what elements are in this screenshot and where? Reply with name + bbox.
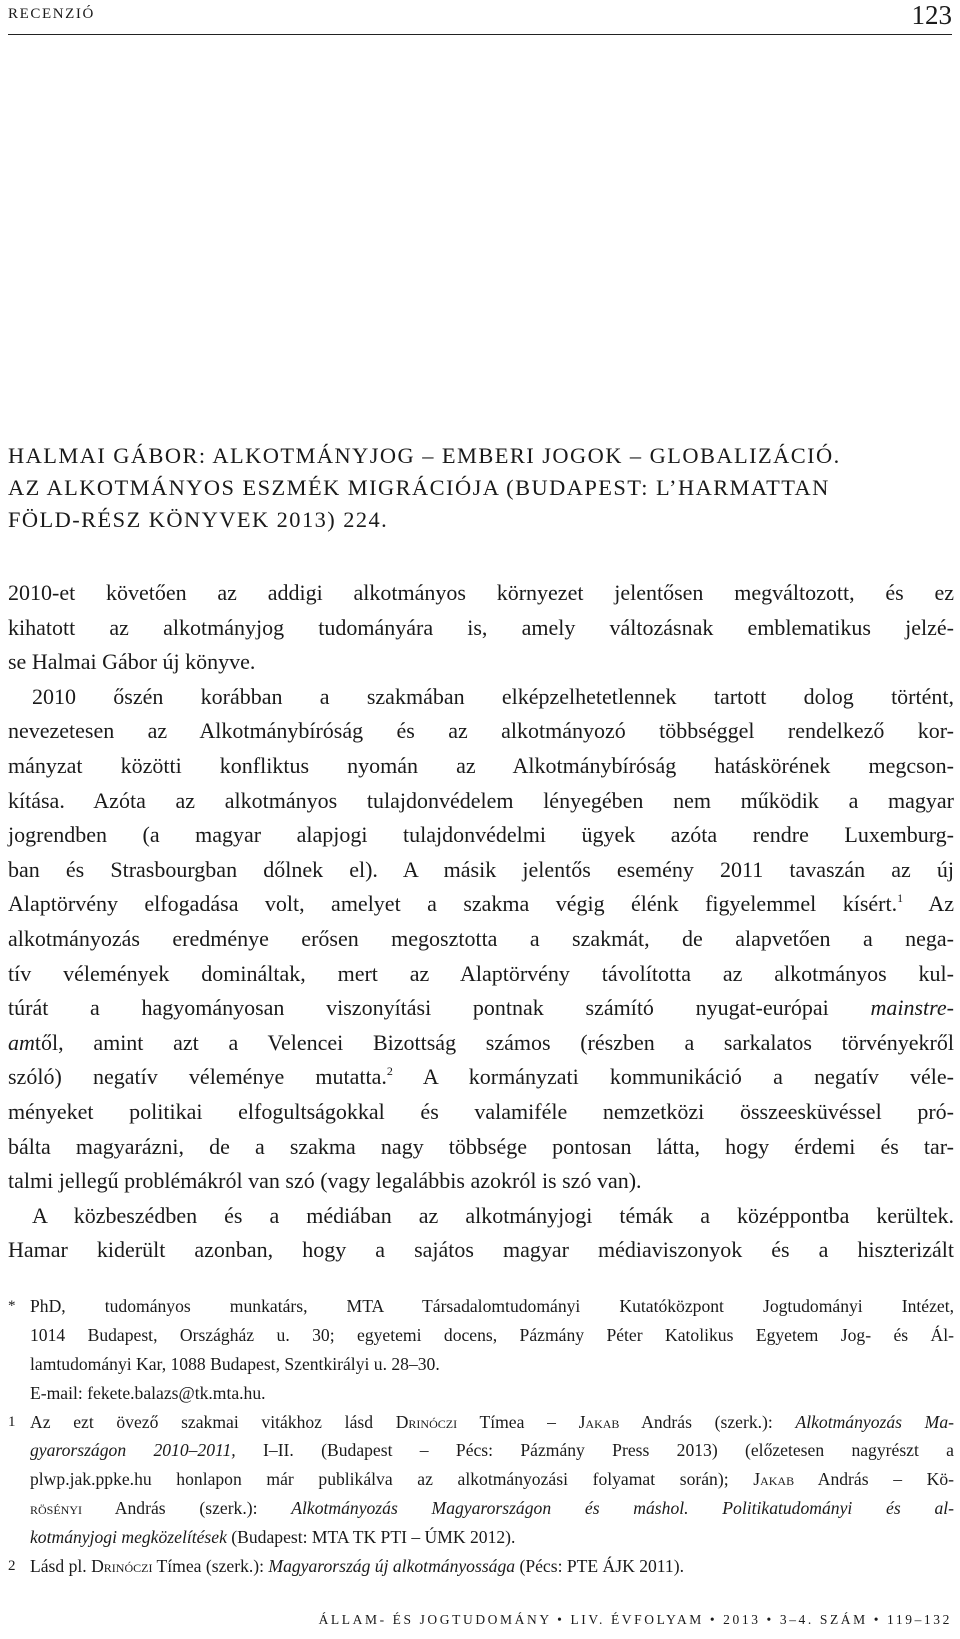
running-head: RECENZIÓ	[8, 6, 95, 22]
header-rule	[8, 34, 952, 35]
body-line: alkotmányozás eredménye erősen megosztotta a szakmát, de alapvetően a nega-	[8, 925, 954, 951]
page-footer: ÁLLAM- ÉS JOGTUDOMÁNY • LIV. ÉVFOLYAM • 2013 • 3–4. SZÁM • 119–132	[318, 1612, 952, 1627]
body-line	[8, 991, 954, 1026]
body-line: talmi jellegű problémákról van szó (vagy legalábbis azokról is szó van).	[8, 1168, 642, 1194]
body-text-span: A kormányzati kommunikáció a negatív véle-	[392, 1064, 954, 1090]
footnote-ref-1[interactable]: 1	[897, 891, 904, 906]
fn-text: András (szerk.):	[619, 1411, 796, 1432]
footnote-line: 1014 Budapest, Országház u. 30; egyetemi docens, Pázmány Péter Katolikus Egyetem Jog- és Ál-	[30, 1324, 954, 1345]
body-line: ményeket politikai elfogultságokkal és valamiféle nemzetközi összeesküvéssel pró-	[8, 1098, 954, 1124]
fn-text: Lásd pl.	[30, 1556, 92, 1577]
footnote-line	[30, 1523, 954, 1552]
title-line: FÖLD-RÉSZ KÖNYVEK 2013) 224.	[8, 507, 389, 532]
footnote-mark: 2	[8, 1558, 16, 1575]
title-line: HALMAI GÁBOR: ALKOTMÁNYJOG – EMBERI JOGOK – GLOBALIZÁCIÓ.	[8, 443, 841, 468]
fn-text: I–II. (Budapest – Pécs: Pázmány Press 2013) (előzetesen nagyrészt a	[235, 1440, 954, 1461]
footnote-2	[8, 1552, 954, 1581]
book-title: gyarországon 2010–2011,	[30, 1440, 236, 1461]
fn-text: plwp.jak.ppke.hu honlapon már publikálva az alkotmányozási folyamat során);	[30, 1469, 754, 1490]
body-line	[8, 1026, 954, 1061]
book-title: kotmányjogi megközelítések	[30, 1527, 227, 1548]
body-text-span: túrát a hagyományosan viszonyítási pontnak számító nyugat-európai	[8, 995, 871, 1021]
body-text-span: Az	[903, 891, 954, 917]
body-line: se Halmai Gábor új könyve.	[8, 649, 256, 675]
fn-text: (Budapest: MTA TK PTI – ÚMK 2012).	[226, 1527, 516, 1548]
fn-text: Az ezt övező szakmai vitákhoz lásd	[30, 1411, 396, 1432]
fn-text: Tímea (szerk.):	[152, 1556, 269, 1577]
fn-text: (Pécs: PTE ÁJK 2011).	[515, 1556, 684, 1577]
author-name: Jakab	[753, 1469, 795, 1490]
footnote-email[interactable]: E-mail: fekete.balazs@tk.mta.hu.	[30, 1382, 266, 1403]
title-line: AZ ALKOTMÁNYOS ESZMÉK MIGRÁCIÓJA (BUDAPEST: L’HARMATTAN	[8, 475, 830, 500]
page-header	[8, 0, 952, 34]
footnote-line	[30, 1465, 954, 1494]
fn-text: András – Kö-	[794, 1469, 954, 1490]
footnote-line	[30, 1494, 954, 1523]
review-title	[8, 440, 952, 536]
fn-text: András (szerk.):	[82, 1498, 292, 1519]
footnote-ref-2[interactable]: 2	[386, 1064, 393, 1079]
body-line: kítása. Azóta az alkotmányos tulajdonvédelem lényegében nem működik a magyar	[8, 787, 954, 813]
author-name: Jakab	[578, 1411, 620, 1432]
body-line: bálta magyarázni, de a szakma nagy többsége pontosan látta, hogy érdemi és tar-	[8, 1133, 954, 1159]
footnote-author	[8, 1292, 954, 1408]
footnote-line: lamtudományi Kar, 1088 Budapest, Szentkirályi u. 28–30.	[30, 1353, 440, 1374]
book-title: Alkotmányozás Magyarországon és máshol. Politikatudományi és al-	[291, 1498, 954, 1519]
italic-term: mainstre-	[870, 995, 954, 1021]
body-text	[8, 576, 954, 1268]
body-text-span: szóló) negatív véleménye mutatta.	[8, 1064, 387, 1090]
body-line: nevezetesen az Alkotmánybíróság és az alkotmányozó többséggel rendelkező kor-	[8, 718, 954, 744]
italic-term: am	[8, 1029, 35, 1055]
footnote-line	[30, 1408, 954, 1437]
body-line: Hamar kiderült azonban, hogy a sajátos magyar médiaviszonyok és a hiszterizált	[8, 1237, 954, 1263]
author-name: Drinóczi	[91, 1556, 153, 1577]
footnote-line	[30, 1436, 954, 1465]
body-line: ban és Strasbourgban dőlnek el). A másik jelentős esemény 2011 tavaszán az új	[8, 856, 954, 882]
body-line: 2010-et követően az addigi alkotmányos környezet jelentősen megváltozott, és ez	[8, 580, 954, 605]
body-line	[8, 1060, 954, 1095]
author-name: rösényi	[30, 1498, 83, 1519]
body-line: jogrendben (a magyar alapjogi tulajdonvédelmi ügyek azóta rendre Luxemburg-	[8, 822, 954, 848]
page-number: 123	[911, 0, 952, 30]
footnote-mark: *	[8, 1298, 16, 1314]
body-line: A közbeszédben és a médiában az alkotmányjogi témák a középpontba kerültek.	[32, 1202, 954, 1228]
body-line: kihatott az alkotmányjog tudományára is, amely változásnak emblematikus jelzé-	[8, 614, 954, 640]
book-title: Alkotmányozás Ma-	[795, 1411, 954, 1432]
footnote-mark: 1	[8, 1413, 16, 1430]
footnote-1	[8, 1408, 954, 1552]
author-name: Drinóczi	[395, 1411, 458, 1432]
body-line: 2010 őszén korábban a szakmában elképzelhetetlennek tartott dolog történt,	[32, 683, 954, 709]
body-text-span: Alaptörvény elfogadása volt, amelyet a szakma végig élénk figyelemmel kísért.	[8, 891, 898, 917]
fn-text: Tímea –	[457, 1411, 579, 1432]
footnotes	[8, 1292, 954, 1581]
body-line	[8, 887, 954, 922]
footnote-line: PhD, tudományos munkatárs, MTA Társadalomtudományi Kutatóközpont Jogtudományi Intézet,	[30, 1296, 954, 1316]
body-line: tív vélemények domináltak, mert az Alaptörvény távolította az alkotmányos kul-	[8, 960, 954, 986]
footnote-line	[30, 1552, 954, 1581]
body-text-span: től, amint azt a Velencei Bizottság számos (részben a sarkalatos törvényekről	[34, 1029, 954, 1055]
body-line: mányzat közötti konfliktus nyomán az Alkotmánybíróság hatáskörének megcson-	[8, 752, 954, 778]
book-title: Magyarország új alkotmányossága	[268, 1556, 516, 1577]
